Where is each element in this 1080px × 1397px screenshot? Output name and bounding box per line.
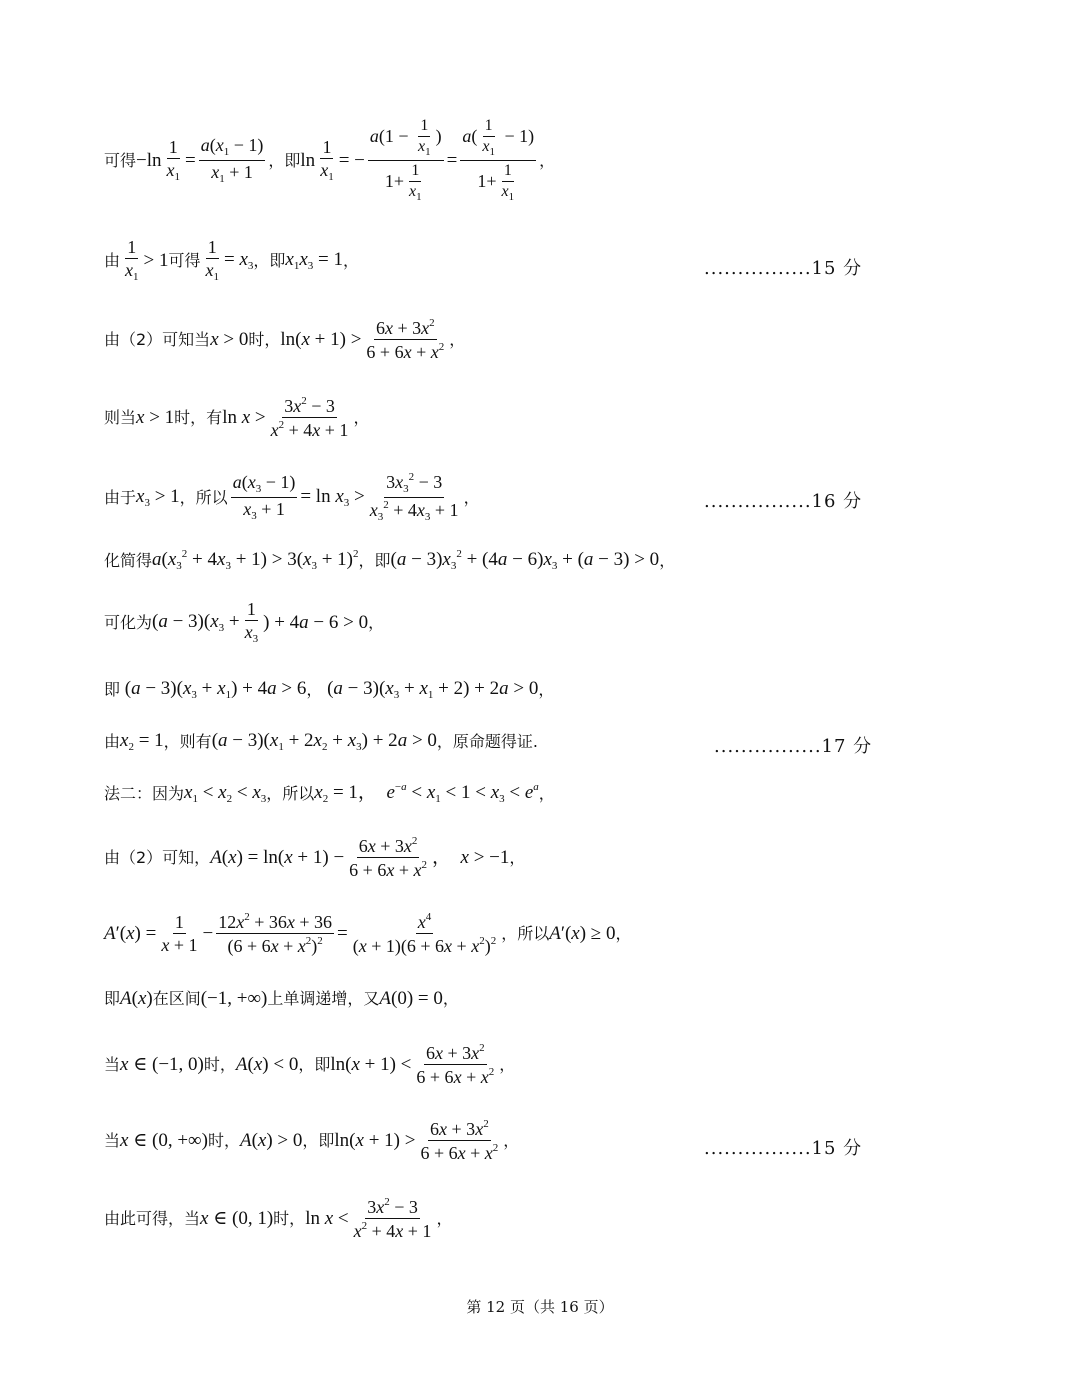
math-line-2: 由 $\frac{1}{x_1}$ > 1 可得 $\frac{1}{x_1}$ = $x_3$ ，即 $x_1x_3 = 1$ ，	[104, 237, 360, 283]
math-line-14: 当 x ∈ (−1, 0) 时， A(x) < 0 ，即 ln(x + 1) < $\frac{6x + 3x^2}{6 + 6x + x^2}$ ，	[104, 1042, 516, 1087]
math-line-7: 可化为 $(a - 3)(x_3$ + $\frac{1}{x_3}$ ) + 4a − 6 > 0 ，	[104, 599, 385, 645]
math-line-9: 由 $x_2 = 1$ ，则有 $(a - 3)(x_1 + 2x_2 + x_3) + 2a > 0$ ，原命题得证.	[104, 730, 538, 753]
math-line-10: 法二：因为 $x_1 < x_2 < x_3$ ，所以 $x_2 = 1$， $e^{-a} < x_1 < 1 < x_3 < e^a$ ，	[104, 781, 555, 805]
math-line-3: 由（2）可知当 x > 0 时， ln(x + 1) > $\frac{6x + 3x^2}{6 + 6x + x^2}$ ，	[104, 317, 466, 362]
math-line-4: 则当 x > 1 时，有 ln x > $\frac{3x^2 - 3}{x^2 + 4x + 1}$ ，	[104, 395, 370, 440]
math-line-11: 由（2）可知， A(x) = ln(x + 1) − $\frac{6x + 3x^2}{6 + 6x + x^2}$ ， x > −1 ，	[104, 835, 526, 880]
page-number-footer: 第 12 页（共 16 页）	[466, 1298, 614, 1316]
math-line-12: A′(x) = $\frac{1}{x + 1}$ − $\frac{12x^2 + 36x + 36}{(6 + 6x + x^2)^2}$ = $\frac{x^4}{(x + 1)(6 + 6x + x^2)^2}$ ，所以 A′(x) ≥ 0 ，	[104, 911, 632, 956]
math-line-8: 即 $(a - 3)(x_3 + x_1) + 4a > 6$ ， $(a - 3)(x_3 + x_1 + 2) + 2a > 0$ ，	[104, 678, 555, 701]
math-line-13: 即 A(x) 在区间 (−1, +∞) 上单调递增，又 A(0) = 0 ，	[104, 988, 459, 1009]
score-15-a: ................15 分	[704, 258, 863, 279]
score-16: ................16 分	[704, 491, 863, 512]
math-line-5: 由于 $x_3 > 1$ ，所以 $\frac{a(x_3 - 1)}{x_3 + 1}$ = $\ln x_3$ > $\frac{3x_3^2 - 3}{x_3^2 + 4x_3 + 1}$ ，	[104, 471, 480, 523]
math-line-1: 可得 −ln $\frac{1}{x_1}$ = $\frac{a(x_1 - 1)}{x_1 + 1}$ ，即 ln $\frac{1}{x_1}$ = − a(1 − $\frac{1}{x_1}$ ) 1+ $\frac{1}{x_1}$ = a( $\frac{1}{x_1}$ − 1) 1+ $\frac{1}{x_1}$ ，	[104, 117, 556, 203]
math-line-15: 当 x ∈ (0, +∞) 时， A(x) > 0 ，即 ln(x + 1) > $\frac{6x + 3x^2}{6 + 6x + x^2}$ ，	[104, 1118, 520, 1163]
score-15-b: ................15 分	[704, 1138, 863, 1159]
score-17: ................17 分	[714, 736, 873, 757]
math-line-6: 化简得 $a(x_3^2 + 4x_3 + 1) > 3(x_3 + 1)^2$ ，即 $(a - 3)x_3^2 + (4a - 6)x_3 + (a - 3) > 0$ ，	[104, 548, 676, 572]
math-line-16: 由此可得，当 x ∈ (0, 1) 时， ln x < $\frac{3x^2 - 3}{x^2 + 4x + 1}$ ，	[104, 1196, 453, 1241]
